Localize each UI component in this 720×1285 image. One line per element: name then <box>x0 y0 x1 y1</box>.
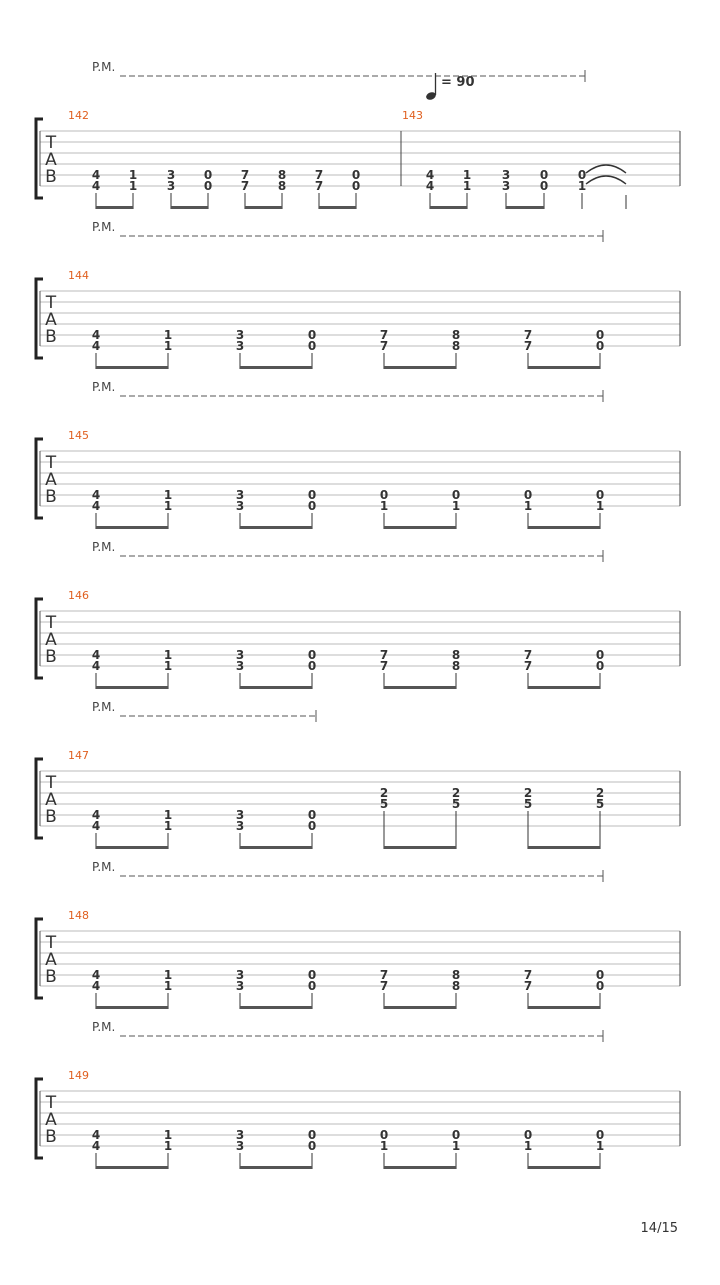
fret-number: 1 <box>462 179 472 193</box>
eighth-beam <box>96 1166 168 1169</box>
fret-number: 4 <box>91 979 101 993</box>
tab-clef-letter: B <box>45 487 57 507</box>
fret-number: 3 <box>501 168 511 182</box>
fret-number: 8 <box>451 339 461 353</box>
eighth-beam <box>528 526 600 529</box>
eighth-beam <box>96 1006 168 1009</box>
fret-number: 3 <box>235 808 245 822</box>
fret-number: 7 <box>379 659 389 673</box>
fret-number: 1 <box>163 979 173 993</box>
fret-number: 0 <box>307 808 317 822</box>
fret-number: 1 <box>523 499 533 513</box>
eighth-beam <box>240 686 312 689</box>
eighth-beam <box>384 846 456 849</box>
tab-clef-letter: T <box>45 453 57 473</box>
eighth-beam <box>240 1166 312 1169</box>
fret-number: 1 <box>128 179 138 193</box>
measure-number: 149 <box>68 1069 89 1082</box>
fret-number: 8 <box>451 968 461 982</box>
fret-number: 7 <box>523 979 533 993</box>
staff-system-7 <box>36 1020 680 1169</box>
fret-number: 0 <box>307 339 317 353</box>
eighth-beam <box>430 206 467 209</box>
eighth-beam <box>240 846 312 849</box>
fret-number: 3 <box>235 339 245 353</box>
fret-number: 8 <box>277 179 287 193</box>
fret-number: 4 <box>91 328 101 342</box>
fret-number: 7 <box>240 168 250 182</box>
fret-number: 1 <box>595 499 605 513</box>
fret-number: 0 <box>595 648 605 662</box>
fret-number: 4 <box>91 488 101 502</box>
fret-number: 1 <box>163 648 173 662</box>
fret-number: 7 <box>523 659 533 673</box>
palm-mute-label: P.M. <box>92 700 116 714</box>
tab-clef-letter: T <box>45 293 57 313</box>
fret-number: 0 <box>595 328 605 342</box>
fret-number: 4 <box>91 179 101 193</box>
fret-number: 7 <box>379 968 389 982</box>
fret-number: 1 <box>451 499 461 513</box>
fret-number: 0 <box>451 1128 461 1142</box>
tab-clef-letter: A <box>45 150 57 170</box>
tab-clef-letter: A <box>45 630 57 650</box>
fret-number: 4 <box>91 1128 101 1142</box>
eighth-beam <box>528 846 600 849</box>
palm-mute-label: P.M. <box>92 540 116 554</box>
fret-number: 3 <box>501 179 511 193</box>
fret-number: 0 <box>595 968 605 982</box>
fret-number: 3 <box>235 659 245 673</box>
fret-number: 4 <box>91 659 101 673</box>
tab-clef-letter: A <box>45 470 57 490</box>
fret-number: 8 <box>277 168 287 182</box>
staff-system-4 <box>36 540 680 689</box>
fret-number: 8 <box>451 648 461 662</box>
fret-number: 0 <box>307 499 317 513</box>
fret-number: 3 <box>235 1139 245 1153</box>
fret-number: 0 <box>307 648 317 662</box>
fret-number: 1 <box>163 339 173 353</box>
fret-number: 2 <box>523 786 533 800</box>
fret-number: 8 <box>451 328 461 342</box>
eighth-beam <box>384 1006 456 1009</box>
fret-number: 0 <box>203 179 213 193</box>
fret-number: 1 <box>595 1139 605 1153</box>
tab-clef-letter: T <box>45 133 57 153</box>
fret-number: 0 <box>595 488 605 502</box>
tab-clef-letter: B <box>45 967 57 987</box>
fret-number: 4 <box>425 168 435 182</box>
fret-number: 1 <box>163 488 173 502</box>
fret-number: 3 <box>235 819 245 833</box>
measure-number: 143 <box>402 109 423 122</box>
measure-number: 145 <box>68 429 89 442</box>
measure-number: 147 <box>68 749 89 762</box>
fret-number: 1 <box>163 968 173 982</box>
eighth-beam <box>384 526 456 529</box>
tab-clef-letter: T <box>45 933 57 953</box>
tab-clef-letter: A <box>45 950 57 970</box>
tempo-marking <box>425 73 474 101</box>
fret-number: 1 <box>379 499 389 513</box>
fret-number: 0 <box>539 168 549 182</box>
fret-number: 4 <box>425 179 435 193</box>
measure-number: 148 <box>68 909 89 922</box>
fret-number: 0 <box>379 1128 389 1142</box>
fret-number: 0 <box>203 168 213 182</box>
fret-number: 7 <box>523 339 533 353</box>
fret-number: 1 <box>523 1139 533 1153</box>
fret-number: 7 <box>523 328 533 342</box>
eighth-beam <box>240 1006 312 1009</box>
fret-number: 4 <box>91 339 101 353</box>
fret-number: 0 <box>307 659 317 673</box>
fret-number: 0 <box>307 1139 317 1153</box>
fret-number: 3 <box>235 499 245 513</box>
palm-mute-label: P.M. <box>92 860 116 874</box>
fret-number: 4 <box>91 968 101 982</box>
tab-clef-letter: B <box>45 327 57 347</box>
fret-number: 7 <box>523 648 533 662</box>
eighth-beam <box>528 1166 600 1169</box>
fret-number: 3 <box>166 168 176 182</box>
staff-system-3 <box>36 380 680 529</box>
fret-number: 7 <box>523 968 533 982</box>
fret-number: 3 <box>235 968 245 982</box>
eighth-beam <box>384 686 456 689</box>
eighth-beam <box>319 206 356 209</box>
fret-number: 0 <box>539 179 549 193</box>
palm-mute-label: P.M. <box>92 60 116 74</box>
eighth-beam <box>506 206 544 209</box>
fret-number: 0 <box>351 168 361 182</box>
eighth-beam <box>528 1006 600 1009</box>
fret-number: 7 <box>314 168 324 182</box>
fret-number: 0 <box>523 1128 533 1142</box>
fret-number: 0 <box>595 339 605 353</box>
fret-number: 5 <box>379 797 389 811</box>
fret-number: 7 <box>379 328 389 342</box>
measure-number: 144 <box>68 269 89 282</box>
tab-clef-letter: A <box>45 1110 57 1130</box>
fret-number: 0 <box>595 659 605 673</box>
fret-number: 3 <box>235 488 245 502</box>
palm-mute-label: P.M. <box>92 1020 116 1034</box>
fret-number: 0 <box>307 328 317 342</box>
tie-arc <box>586 176 626 184</box>
fret-number: 4 <box>91 168 101 182</box>
fret-number: 1 <box>163 499 173 513</box>
fret-number: 2 <box>595 786 605 800</box>
tab-clef-letter: B <box>45 1127 57 1147</box>
fret-number: 3 <box>235 328 245 342</box>
fret-number: 4 <box>91 499 101 513</box>
fret-number: 3 <box>235 648 245 662</box>
eighth-beam <box>240 526 312 529</box>
eighth-beam <box>245 206 282 209</box>
eighth-beam <box>528 686 600 689</box>
eighth-beam <box>96 846 168 849</box>
fret-number: 0 <box>307 1128 317 1142</box>
tempo-value: = 90 <box>441 75 475 90</box>
fret-number: 7 <box>240 179 250 193</box>
fret-number: 0 <box>307 979 317 993</box>
staff-system-6 <box>36 860 680 1009</box>
palm-mute-label: P.M. <box>92 380 116 394</box>
fret-number: 1 <box>163 808 173 822</box>
fret-number: 1 <box>577 179 587 193</box>
fret-number: 8 <box>451 659 461 673</box>
fret-number: 0 <box>595 979 605 993</box>
fret-number: 7 <box>379 339 389 353</box>
fret-number: 1 <box>163 659 173 673</box>
eighth-beam <box>96 206 133 209</box>
fret-number: 7 <box>379 648 389 662</box>
fret-number: 5 <box>595 797 605 811</box>
fret-number: 5 <box>451 797 461 811</box>
fret-number: 0 <box>307 488 317 502</box>
eighth-beam <box>96 686 168 689</box>
measure-number: 142 <box>68 109 89 122</box>
fret-number: 2 <box>379 786 389 800</box>
eighth-beam <box>171 206 208 209</box>
fret-number: 7 <box>314 179 324 193</box>
fret-number: 4 <box>91 648 101 662</box>
tab-clef-letter: T <box>45 1093 57 1113</box>
eighth-beam <box>240 366 312 369</box>
fret-number: 4 <box>91 1139 101 1153</box>
fret-number: 8 <box>451 979 461 993</box>
fret-number: 4 <box>91 808 101 822</box>
eighth-beam <box>384 366 456 369</box>
fret-number: 2 <box>451 786 461 800</box>
palm-mute-label: P.M. <box>92 220 116 234</box>
fret-number: 0 <box>451 488 461 502</box>
eighth-beam <box>96 526 168 529</box>
fret-number: 4 <box>91 819 101 833</box>
fret-number: 3 <box>166 179 176 193</box>
tab-clef-letter: B <box>45 167 57 187</box>
fret-number: 5 <box>523 797 533 811</box>
tab-clef-letter: A <box>45 790 57 810</box>
staff-system-5 <box>36 700 680 849</box>
fret-number: 0 <box>379 488 389 502</box>
tab-clef-letter: B <box>45 807 57 827</box>
fret-number: 1 <box>163 819 173 833</box>
tab-clef-letter: B <box>45 647 57 667</box>
eighth-beam <box>528 366 600 369</box>
tab-clef-letter: T <box>45 773 57 793</box>
fret-number: 0 <box>307 819 317 833</box>
fret-number: 1 <box>379 1139 389 1153</box>
staff-system-2 <box>36 220 680 369</box>
fret-number: 1 <box>163 1128 173 1142</box>
fret-number: 1 <box>163 1139 173 1153</box>
measure-number: 146 <box>68 589 89 602</box>
fret-number: 0 <box>307 968 317 982</box>
eighth-beam <box>384 1166 456 1169</box>
tab-clef-letter: A <box>45 310 57 330</box>
fret-number: 7 <box>379 979 389 993</box>
page-number: 14/15 <box>640 1221 678 1236</box>
fret-number: 3 <box>235 979 245 993</box>
fret-number: 3 <box>235 1128 245 1142</box>
fret-number: 1 <box>128 168 138 182</box>
fret-number: 1 <box>451 1139 461 1153</box>
staff-system-1 <box>36 60 680 209</box>
fret-number: 0 <box>577 168 587 182</box>
eighth-beam <box>96 366 168 369</box>
fret-number: 1 <box>163 328 173 342</box>
fret-number: 0 <box>595 1128 605 1142</box>
fret-number: 0 <box>523 488 533 502</box>
fret-number: 0 <box>351 179 361 193</box>
tab-clef-letter: T <box>45 613 57 633</box>
fret-number: 1 <box>462 168 472 182</box>
tie-arc <box>586 165 626 173</box>
